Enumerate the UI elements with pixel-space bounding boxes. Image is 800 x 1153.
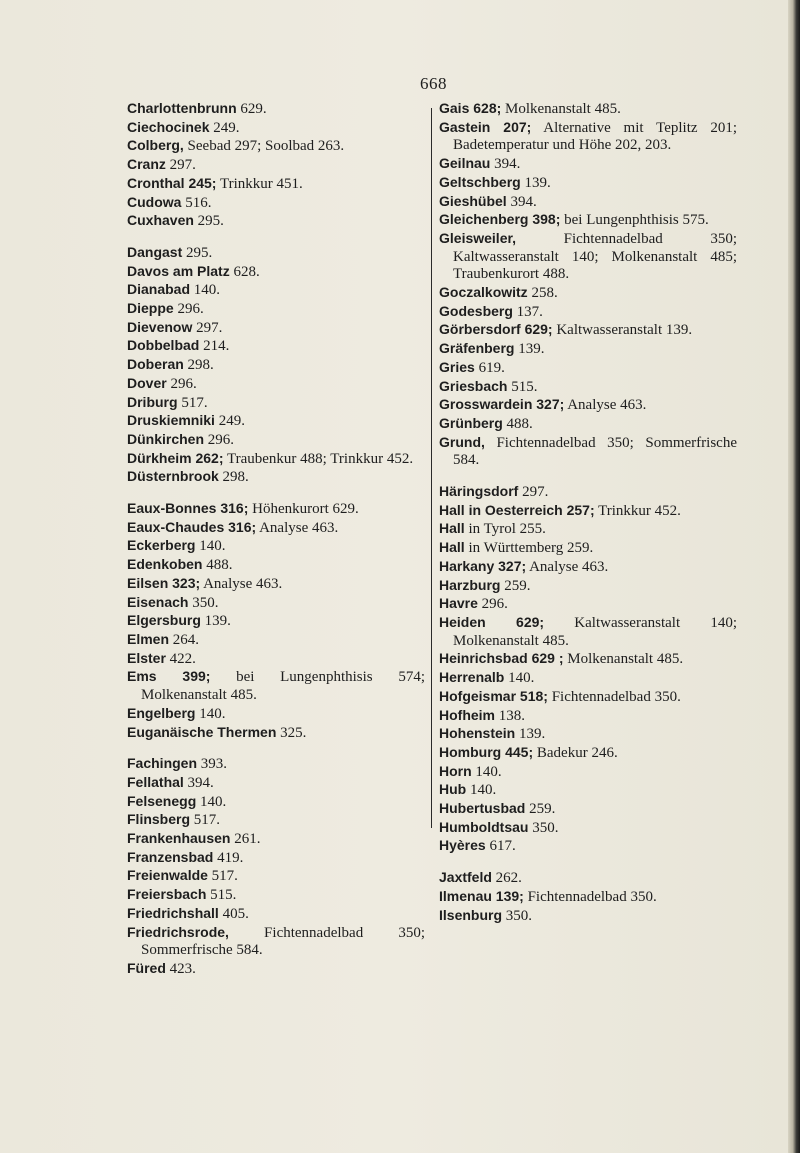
index-entry [127,668,425,704]
entry-headword: Häringsdorf [439,483,519,500]
index-entry [439,725,737,744]
entry-headword: Elmen [127,630,170,647]
index-entry [439,595,737,614]
entry-references: 259. [525,801,556,818]
entry-headword: Heiden 629; [439,613,545,630]
index-entry [127,137,425,156]
index-entry [127,319,425,338]
index-entry [439,888,737,907]
entry-references: Analyse 463. [564,397,647,414]
index-entry [127,337,425,356]
index-entry [439,119,737,155]
index-entry [439,502,737,521]
entry-headword: Eaux-Bonnes 316; [127,500,249,517]
entry-headword: Cuxhaven [127,212,194,229]
entry-references: 517. [177,394,208,411]
entry-headword: Geilnau [439,155,491,172]
entry-references: Fichtennadelbad 350; Sommerfrische 584. [453,434,737,469]
entry-references: in Tyrol 255. [464,521,546,538]
index-entry [439,230,737,284]
index-entry [439,869,737,888]
entry-headword: Franzensbad [127,848,214,865]
entry-references: Badekur 246. [533,744,618,761]
index-entry [439,415,737,434]
index-entry [127,724,425,743]
index-entry [439,155,737,174]
entry-references: 419. [213,849,244,866]
entry-headword: Eilsen 323; [127,574,201,591]
entry-references: 140. [196,793,227,810]
entry-references: Molkenanstalt 485. [501,101,621,117]
entry-references: 422. [165,650,196,667]
entry-headword: Ilmenau 139; [439,887,524,904]
index-entry [127,119,425,138]
entry-headword: Freienwalde [127,867,208,884]
index-entry [439,650,737,669]
entry-headword: Elster [127,649,166,666]
entry-headword: Dünkirchen [127,430,205,447]
entry-headword: Harkany 327; [439,557,527,574]
index-entry [127,431,425,450]
entry-references: 297. [165,157,196,174]
entry-headword: Doberan [127,356,184,373]
entry-references: 394. [183,774,214,791]
entry-headword: Friedrichshall [127,904,219,921]
index-entry [127,594,425,613]
entry-headword: Herrenalb [439,669,505,686]
entry-headword: Fachingen [127,755,198,772]
entry-references: 350. [188,594,219,611]
index-entry [439,614,737,650]
entry-references: 214. [199,338,230,355]
index-entry [439,520,737,539]
entry-headword: Dievenow [127,318,193,335]
entry-references: 298. [183,357,214,374]
entry-headword: Harzburg [439,576,501,593]
entry-headword: Gräfenberg [439,340,515,357]
index-entry [127,244,425,263]
entry-headword: Colberg, [127,137,184,154]
index-entry [127,300,425,319]
entry-references: Trinkkur 451. [216,175,303,192]
entry-headword: Gieshübel [439,192,507,209]
entry-headword: Jaxtfeld [439,869,492,886]
index-entry [439,837,737,856]
entry-references: 140. [504,670,535,687]
entry-references: bei Lungenphthisis 574; Molkenanstalt 485. [141,669,426,704]
entry-headword: Freiersbach [127,886,207,903]
letter-group-gap [127,487,425,500]
entry-references: 140. [195,705,226,722]
index-entry [127,412,425,431]
index-entry [127,375,425,394]
entry-headword: Homburg 445; [439,743,534,760]
entry-references: Alternative mit Teplitz 201; Badetemperatur und Höhe 202, 203. [453,119,737,154]
entry-references: 259. [500,577,531,594]
entry-headword: Fellathal [127,773,184,790]
index-entry [127,175,425,194]
index-entry [439,303,737,322]
index-entry [439,378,737,397]
letter-group-gap [439,856,737,869]
entry-headword: Dieppe [127,300,174,317]
entry-references: Molkenanstalt 485. [563,651,684,668]
index-entry [439,193,737,212]
letter-group-gap [127,231,425,244]
entry-references: 137. [512,303,543,320]
index-entry [439,284,737,303]
entry-references: 295. [182,244,213,261]
entry-references: 139. [515,726,546,743]
entry-references: bei Lungenphthisis 575. [560,212,709,229]
index-entry [439,359,737,378]
entry-headword: Hofgeismar 518; [439,687,548,704]
entry-references: Seebad 297; Soolbad 263. [183,138,345,155]
index-entry [127,263,425,282]
entry-references: Fichtennadelbad 350; Kaltwasseranstalt 140; Molkenanstalt 485; Traubenkurort 488. [453,230,737,283]
entry-references: 629. [236,101,267,117]
index-column-left [127,100,425,979]
entry-headword: Griesbach [439,377,508,394]
entry-references: Fichtennadelbad 350. [523,888,657,905]
entry-headword: Ilsenburg [439,906,503,923]
entry-references: Trinkkur 452. [594,502,681,519]
column-divider [431,108,432,828]
entry-headword: Cranz [127,156,166,173]
entry-headword: Gries [439,358,475,375]
entry-references: 488. [202,557,233,574]
entry-headword: Dobbelbad [127,337,200,354]
entry-references: 258. [527,285,558,302]
entry-references: 516. [181,194,212,211]
index-entry [439,396,737,415]
index-entry [439,907,737,926]
index-entry [127,867,425,886]
entry-references: 325. [276,724,307,741]
index-entry [439,483,737,502]
entry-headword: Grosswardein 327; [439,396,565,413]
entry-headword: Hub [439,781,467,798]
index-entry [127,774,425,793]
entry-references: Fichtennadelbad 350. [547,688,681,705]
index-column-right [439,100,737,925]
entry-headword: Elgersburg [127,612,201,629]
entry-references: 297. [518,484,549,501]
index-entry [127,905,425,924]
entry-headword: Cudowa [127,193,182,210]
index-entry [127,960,425,979]
entry-headword: Charlottenbrunn [127,100,237,116]
entry-headword: Euganäische Thermen [127,723,277,740]
entry-headword: Heinrichsbad 629 ; [439,650,564,667]
entry-references: 628. [229,263,260,280]
index-entry [127,212,425,231]
page-edge-shadow [788,0,800,1153]
entry-references: Analyse 463. [526,558,609,575]
index-entry [127,849,425,868]
index-entry [439,577,737,596]
entry-headword: Goczalkowitz [439,284,528,301]
entry-references: 295. [193,213,224,230]
entry-references: 619. [474,359,505,376]
entry-references: 296. [166,375,197,392]
index-entry [439,558,737,577]
entry-references: 140. [471,763,502,780]
index-entry [127,537,425,556]
entry-headword: Ems 399; [127,668,211,685]
entry-headword: Eckerberg [127,537,196,554]
entry-references: 350. [528,819,559,836]
entry-headword: Hall [439,539,465,556]
index-entry [439,434,737,470]
entry-references: 140. [466,782,497,799]
index-entry [439,819,737,838]
entry-headword: Dianabad [127,281,191,298]
entry-references: 138. [495,707,525,724]
index-entry [439,340,737,359]
entry-headword: Füred [127,959,166,976]
index-entry [127,156,425,175]
entry-headword: Cronthal 245; [127,174,217,191]
entry-headword: Hubertusbad [439,800,526,817]
entry-references: 350. [502,907,533,924]
index-entry [127,886,425,905]
index-entry [439,174,737,193]
entry-headword: Driburg [127,393,178,410]
page-number: 668 [420,74,447,93]
entry-headword: Eisenach [127,593,189,610]
entry-headword: Davos am Platz [127,262,230,279]
entry-references: 394. [506,193,537,210]
entry-headword: Frankenhausen [127,830,231,847]
entry-headword: Grund, [439,433,485,450]
index-entry [439,763,737,782]
entry-headword: Hohenstein [439,725,516,742]
index-entry [127,811,425,830]
entry-headword: Görbersdorf 629; [439,321,553,338]
entry-references: 298. [218,469,249,486]
entry-headword: Dürkheim 262; [127,449,224,466]
index-entry [127,450,425,469]
index-entry [439,321,737,340]
entry-references: 297. [192,319,223,336]
entry-references: 249. [214,413,245,430]
index-entry [439,100,737,119]
index-entry [127,100,425,119]
index-entry [127,793,425,812]
entry-headword: Gastein 207; [439,118,532,135]
entry-references: 488. [502,415,533,432]
entry-headword: Gleichenberg 398; [439,211,561,228]
entry-references: Analyse 463. [256,519,339,536]
entry-references: 515. [507,378,538,395]
index-entry [439,744,737,763]
entry-headword: Hyères [439,837,486,854]
index-entry [127,556,425,575]
entry-headword: Horn [439,762,472,779]
index-entry [127,755,425,774]
index-entry [127,468,425,487]
index-entry [127,394,425,413]
entry-references: in Württemberg 259. [464,540,594,557]
entry-headword: Engelberg [127,704,196,721]
entry-references: 393. [197,756,228,773]
entry-references: 262. [491,870,522,887]
index-entry [439,707,737,726]
entry-references: 617. [485,838,516,855]
entry-headword: Gais 628; [439,100,502,116]
index-entry [127,830,425,849]
entry-references: 517. [190,812,221,829]
index-entry [127,519,425,538]
entry-references: 296. [204,431,235,448]
entry-headword: Humboldtsau [439,818,529,835]
index-entry [439,669,737,688]
index-entry [439,800,737,819]
entry-references: 261. [230,831,261,848]
entry-references: Fichtennadelbad 350; Sommerfrische 584. [141,924,425,959]
entry-headword: Friedrichsrode, [127,923,229,940]
entry-references: Kaltwasseranstalt 139. [552,322,693,339]
index-entry [439,539,737,558]
entry-references: 515. [206,887,237,904]
entry-references: Höhenkurort 629. [248,501,359,518]
entry-headword: Hall [439,520,465,537]
index-entry [127,356,425,375]
entry-references: 249. [209,119,240,136]
entry-headword: Druskiemniki [127,412,215,429]
entry-headword: Hall in Oesterreich 257; [439,501,595,518]
entry-references: 139. [200,613,231,630]
entry-headword: Dangast [127,243,183,260]
entry-references: 139. [514,341,545,358]
index-entry [127,631,425,650]
entry-references: 423. [165,960,196,977]
entry-references: Traubenkur 488; Trinkkur 452. [223,450,414,467]
index-entry [127,650,425,669]
index-entry [127,612,425,631]
entry-references: 296. [477,596,508,613]
entry-references: 394. [490,156,521,173]
entry-references: 405. [218,905,249,922]
index-entry [127,924,425,960]
entry-headword: Dover [127,374,167,391]
entry-references: 140. [190,282,221,299]
entry-references: 264. [169,631,200,648]
entry-headword: Düsternbrook [127,468,219,485]
letter-group-gap [127,742,425,755]
index-entry [127,575,425,594]
entry-references: 517. [207,868,238,885]
entry-headword: Flinsberg [127,811,191,828]
index-entry [439,211,737,230]
entry-headword: Ciechocinek [127,118,210,135]
entry-references: 140. [195,538,226,555]
entry-headword: Eaux-Chaudes 316; [127,518,257,535]
entry-headword: Havre [439,595,478,612]
entry-references: 139. [520,174,551,191]
entry-headword: Gleisweiler, [439,229,517,246]
index-entry [127,194,425,213]
entry-headword: Godesberg [439,302,513,319]
entry-references: Kaltwasseranstalt 140; Molkenanstalt 485. [453,614,738,649]
entry-references: Analyse 463. [200,575,283,592]
index-entry [127,281,425,300]
index-entry [439,688,737,707]
entry-headword: Grünberg [439,414,503,431]
entry-headword: Felsenegg [127,792,197,809]
entry-headword: Edenkoben [127,556,203,573]
index-entry [127,705,425,724]
entry-headword: Geltschberg [439,173,521,190]
index-entry [439,781,737,800]
entry-headword: Hofheim [439,706,495,723]
entry-references: 296. [173,301,204,318]
letter-group-gap [439,470,737,483]
index-entry [127,500,425,519]
